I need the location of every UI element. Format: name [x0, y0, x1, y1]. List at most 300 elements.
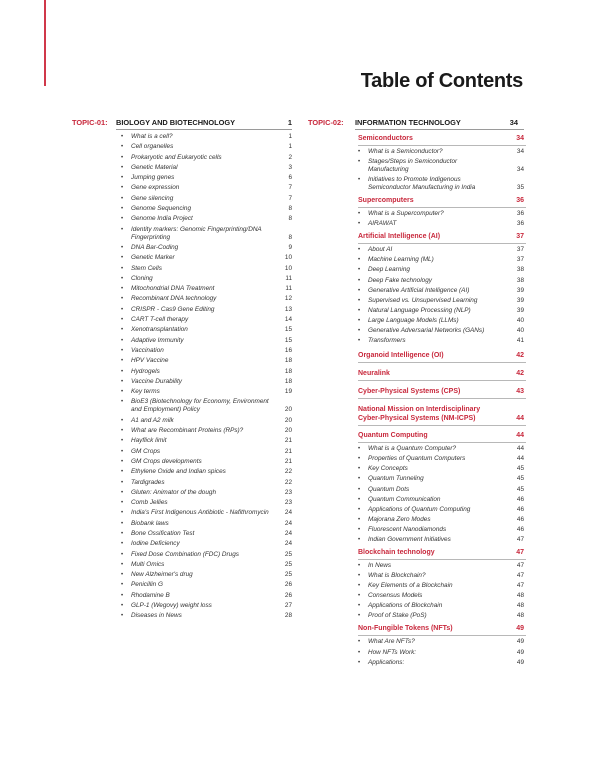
- toc-entry-page: 25: [284, 560, 292, 568]
- bullet-icon: •: [121, 185, 124, 192]
- bullet-icon: •: [121, 551, 124, 558]
- toc-entry[interactable]: [121, 581, 300, 589]
- bullet-icon: •: [121, 572, 124, 579]
- bullet-icon: •: [121, 592, 124, 599]
- toc-entry-title: What is a Supercomputer?: [368, 210, 444, 218]
- bullet-icon: •: [121, 489, 124, 496]
- bullet-icon: •: [358, 659, 361, 666]
- toc-entry-title: Iodine Deficiency: [131, 540, 180, 548]
- toc-entry-title: CRISPR - Cas9 Gene Editing: [131, 305, 215, 313]
- bullet-icon: •: [358, 526, 361, 533]
- toc-entry[interactable]: [121, 479, 300, 487]
- toc-entry-title: HPV Vaccine: [131, 357, 169, 365]
- toc-entry[interactable]: [121, 295, 300, 303]
- toc-entry-page: 8: [288, 205, 292, 213]
- bullet-icon: •: [121, 541, 124, 548]
- toc-entry[interactable]: [358, 337, 526, 345]
- toc-entry-title: GLP-1 (Wegovy) weight loss: [131, 602, 212, 610]
- toc-entry[interactable]: [358, 445, 526, 453]
- toc-entry-page: 45: [516, 485, 524, 493]
- section-title: Artificial Intelligence (AI): [358, 233, 441, 241]
- topic-id: TOPIC-02:: [308, 118, 344, 127]
- toc-entry-title: BioE3 (Biotechnology for Economy, Environment and Employment) Policy: [131, 398, 269, 414]
- toc-entry[interactable]: [121, 388, 300, 396]
- toc-entry-title: Fluorescent Nanodiamonds: [368, 525, 447, 533]
- section-heading[interactable]: [358, 431, 526, 443]
- toc-entry[interactable]: [121, 540, 300, 548]
- toc-entry[interactable]: [121, 427, 300, 435]
- toc-entry[interactable]: [358, 158, 526, 174]
- toc-entry[interactable]: [358, 638, 526, 646]
- section-page-number: 36: [516, 197, 524, 205]
- toc-entry-page: 44: [516, 455, 524, 463]
- section-heading[interactable]: [358, 624, 526, 636]
- bullet-icon: •: [121, 306, 124, 313]
- bullet-icon: •: [121, 286, 124, 293]
- bullet-icon: •: [121, 438, 124, 445]
- bullet-icon: •: [121, 378, 124, 385]
- toc-entry-page: 38: [516, 266, 524, 274]
- bullet-icon: •: [121, 520, 124, 527]
- topic-page-number: 34: [509, 118, 518, 127]
- accent-bar: [44, 0, 46, 86]
- toc-entry-page: 46: [516, 495, 524, 503]
- bullet-icon: •: [121, 613, 124, 620]
- toc-entry-page: 23: [284, 488, 292, 496]
- toc-entry-page: 20: [284, 406, 292, 414]
- toc-entry[interactable]: [358, 562, 526, 570]
- toc-entry-title: Natural Language Processing (NLP): [368, 306, 471, 314]
- bullet-icon: •: [121, 399, 124, 406]
- toc-entry[interactable]: [121, 174, 300, 182]
- toc-entry-title: What is a cell?: [131, 133, 173, 140]
- toc-entry-title: What are Recombinant Proteins (RPs)?: [131, 427, 244, 435]
- section-page-number: 47: [516, 548, 524, 556]
- toc-entry[interactable]: [121, 368, 300, 376]
- bullet-icon: •: [358, 277, 361, 284]
- toc-entry-page: 35: [516, 184, 524, 192]
- toc-entry-page: 34: [516, 148, 524, 155]
- section-page-number: 42: [516, 370, 524, 378]
- section-title: Supercomputers: [358, 197, 414, 205]
- bullet-icon: •: [121, 134, 124, 140]
- bullet-icon: •: [121, 358, 124, 365]
- bullet-icon: •: [358, 456, 361, 463]
- bullet-icon: •: [358, 573, 361, 580]
- toc-entry-title: Applications:: [368, 658, 405, 666]
- toc-entry[interactable]: [121, 285, 300, 293]
- toc-entry[interactable]: [358, 602, 526, 610]
- toc-entry[interactable]: [358, 246, 526, 254]
- toc-entry[interactable]: [358, 455, 526, 463]
- toc-entry-page: 47: [516, 561, 524, 569]
- toc-entry-page: 24: [284, 519, 292, 527]
- toc-entry[interactable]: [121, 347, 300, 355]
- bullet-icon: •: [121, 428, 124, 435]
- toc-entry-page: 9: [288, 243, 292, 251]
- bullet-icon: •: [358, 506, 361, 513]
- toc-entry[interactable]: [121, 306, 300, 314]
- toc-entry-title: Initiatives to Promote Indigenous Semiconductor Manufacturing in India: [368, 176, 476, 192]
- toc-entry-page: 10: [284, 264, 292, 272]
- section-heading[interactable]: [358, 548, 526, 560]
- toc-entry[interactable]: [358, 659, 526, 667]
- bullet-icon: •: [358, 328, 361, 335]
- toc-entry-title: Stages/Steps in Semiconductor Manufacturing: [368, 158, 458, 174]
- topic-id: TOPIC-01:: [72, 118, 108, 127]
- toc-entry-page: 16: [284, 346, 292, 354]
- bullet-icon: •: [358, 516, 361, 523]
- section-page-number: 44: [516, 432, 524, 440]
- toc-entry[interactable]: [121, 254, 300, 262]
- toc-entry-page: 13: [284, 305, 292, 313]
- toc-entry-title: How NFTs Work:: [368, 648, 417, 656]
- bullet-icon: •: [121, 195, 124, 202]
- toc-entry-page: 26: [284, 581, 292, 589]
- toc-entry[interactable]: [121, 530, 300, 538]
- bullet-icon: •: [121, 265, 124, 272]
- bullet-icon: •: [121, 458, 124, 465]
- toc-entry[interactable]: [358, 582, 526, 590]
- toc-entry-title: Recombinant DNA technology: [131, 295, 217, 303]
- toc-entry[interactable]: [121, 133, 300, 141]
- toc-entry[interactable]: [121, 184, 300, 192]
- toc-entry-page: 18: [284, 367, 292, 375]
- toc-entry[interactable]: [121, 561, 300, 569]
- toc-entry[interactable]: [358, 148, 526, 156]
- bullet-icon: •: [121, 500, 124, 507]
- bullet-icon: •: [121, 417, 124, 424]
- toc-entry-title: GM Crops developments: [131, 457, 202, 465]
- toc-entry-title: Identity markers: Genomic Fingerprinting/DNA Fingerprinting: [131, 225, 262, 241]
- bullet-icon: •: [121, 327, 124, 334]
- section-title: Neuralink: [358, 370, 390, 378]
- toc-entry-title: Consensus Models: [368, 592, 423, 600]
- toc-entry[interactable]: [121, 602, 300, 610]
- toc-entry[interactable]: [121, 437, 300, 445]
- toc-entry-title: Mitochondrial DNA Treatment: [131, 285, 215, 293]
- toc-entry-title: Cell organelles: [131, 143, 174, 151]
- toc-entry-title: Key Elements of a Blockchain: [368, 582, 453, 590]
- topic-header[interactable]: [308, 118, 526, 130]
- section-title: Non-Fungible Tokens (NFTs): [358, 625, 453, 633]
- section-heading[interactable]: [358, 196, 526, 208]
- toc-entry-page: 47: [516, 582, 524, 590]
- toc-entry[interactable]: [121, 468, 300, 476]
- bullet-icon: •: [121, 206, 124, 213]
- section-page-number: 44: [516, 415, 524, 423]
- toc-entry-page: 40: [516, 327, 524, 335]
- toc-entry-page: 18: [284, 357, 292, 365]
- topic-column-2: [308, 118, 526, 669]
- bullet-icon: •: [358, 593, 361, 600]
- toc-entry[interactable]: [121, 215, 300, 223]
- toc-entry-title: Jumping genes: [131, 174, 175, 182]
- toc-entry-page: 46: [516, 505, 524, 513]
- toc-entry-page: 47: [516, 572, 524, 580]
- toc-entry[interactable]: [358, 516, 526, 524]
- toc-entry-title: Machine Learning (ML): [368, 256, 434, 264]
- bullet-icon: •: [358, 562, 361, 569]
- toc-entry-page: 36: [516, 210, 524, 218]
- toc-entry[interactable]: [358, 256, 526, 264]
- toc-entry-title: Vaccination: [131, 346, 164, 354]
- bullet-icon: •: [358, 221, 361, 228]
- toc-entry[interactable]: [358, 572, 526, 580]
- toc-entry[interactable]: [121, 398, 300, 414]
- toc-entry-page: 24: [284, 540, 292, 548]
- bullet-icon: •: [121, 337, 124, 344]
- toc-entry-page: 20: [284, 416, 292, 424]
- section-title: Quantum Computing: [358, 432, 428, 440]
- toc-entry-title: Applications of Blockchain: [368, 602, 443, 610]
- toc-entry-page: 8: [288, 233, 292, 241]
- toc-entry[interactable]: [121, 499, 300, 507]
- toc-entry[interactable]: [121, 326, 300, 334]
- toc-entry-title: Gene expression: [131, 184, 180, 192]
- bullet-icon: •: [358, 297, 361, 304]
- toc-entry-title: Key terms: [131, 388, 160, 396]
- toc-entry[interactable]: [121, 154, 300, 162]
- toc-entry-title: A1 and A2 milk: [131, 416, 174, 424]
- section-page-number: 34: [516, 135, 524, 142]
- toc-entry-page: 2: [288, 153, 292, 161]
- toc-entry[interactable]: [121, 265, 300, 273]
- bullet-icon: •: [358, 613, 361, 620]
- section-page-number: 49: [516, 625, 524, 633]
- toc-entry-page: 37: [516, 246, 524, 254]
- divider: [116, 129, 292, 130]
- toc-entry[interactable]: [358, 506, 526, 514]
- toc-entry[interactable]: [358, 465, 526, 473]
- bullet-icon: •: [358, 466, 361, 473]
- page-title: Table of Contents: [360, 70, 523, 92]
- section-heading[interactable]: [358, 134, 526, 146]
- toc-entry[interactable]: [121, 195, 300, 203]
- toc-entry-page: 49: [516, 648, 524, 656]
- bullet-icon: •: [121, 368, 124, 375]
- bullet-icon: •: [358, 211, 361, 218]
- toc-entry[interactable]: [121, 205, 300, 213]
- toc-entry[interactable]: [121, 226, 300, 242]
- toc-entry-title: Genome India Project: [131, 215, 193, 223]
- toc-entry[interactable]: [358, 475, 526, 483]
- toc-entry-page: 19: [284, 388, 292, 396]
- section-title: Semiconductors: [358, 135, 413, 142]
- toc-entry-page: 48: [516, 592, 524, 600]
- section-title: Cyber-Physical Systems (CPS): [358, 388, 461, 396]
- bullet-icon: •: [358, 583, 361, 590]
- toc-entry-title: CART T-cell therapy: [131, 316, 189, 324]
- toc-entry-title: Generative Adversarial Networks (GANs): [368, 327, 485, 335]
- toc-entry[interactable]: [121, 378, 300, 386]
- bullet-icon: •: [121, 469, 124, 476]
- toc-entry-title: Large Language Models (LLMs): [368, 316, 459, 324]
- toc-entry-title: About AI: [368, 246, 393, 254]
- toc-entry-title: Genetic Marker: [131, 254, 175, 262]
- toc-entry-page: 15: [284, 336, 292, 344]
- bullet-icon: •: [121, 275, 124, 282]
- bullet-icon: •: [121, 389, 124, 396]
- toc-entry-title: Vaccine Durability: [131, 377, 182, 385]
- bullet-icon: •: [121, 530, 124, 537]
- toc-entry[interactable]: [121, 520, 300, 528]
- toc-entry-page: 24: [284, 509, 292, 517]
- toc-entry-page: 11: [285, 285, 292, 293]
- toc-entry-title: What Are NFTs?: [368, 638, 415, 646]
- toc-entry-page: 45: [516, 475, 524, 483]
- toc-entry[interactable]: [358, 612, 526, 620]
- toc-entry-title: India's First Indigenous Antibiotic - Nafithromycin: [131, 509, 269, 517]
- bullet-icon: •: [358, 536, 361, 543]
- bullet-icon: •: [121, 144, 124, 151]
- toc-entry-title: Diseases in News: [131, 612, 182, 620]
- bullet-icon: •: [358, 177, 361, 184]
- toc-entry-page: 8: [288, 215, 292, 223]
- bullet-icon: •: [358, 649, 361, 656]
- toc-entry-title: Genetic Material: [131, 163, 178, 171]
- toc-entry-page: 39: [516, 306, 524, 314]
- section-heading[interactable]: [358, 405, 526, 426]
- toc-entry[interactable]: [121, 143, 300, 151]
- toc-entry-title: Quantum Tunneling: [368, 475, 424, 483]
- toc-entry[interactable]: [121, 509, 300, 517]
- toc-list: [121, 133, 300, 620]
- section-heading[interactable]: [358, 369, 526, 381]
- toc-entry[interactable]: [358, 486, 526, 494]
- toc-entry[interactable]: [121, 489, 300, 497]
- toc-entry-title: Properties of Quantum Computers: [368, 455, 466, 463]
- toc-entry[interactable]: [121, 316, 300, 324]
- toc-entry-title: Tardigrades: [131, 478, 165, 486]
- section-page-number: 43: [516, 388, 524, 396]
- bullet-icon: •: [121, 561, 124, 568]
- toc-entry-page: 34: [516, 166, 524, 174]
- toc-entry[interactable]: [358, 210, 526, 218]
- toc-entry[interactable]: [121, 244, 300, 252]
- toc-entry[interactable]: [121, 592, 300, 600]
- toc-entry[interactable]: [358, 536, 526, 544]
- bullet-icon: •: [121, 317, 124, 324]
- bullet-icon: •: [358, 317, 361, 324]
- toc-entry[interactable]: [358, 317, 526, 325]
- toc-entry-title: Applications of Quantum Computing: [368, 505, 471, 513]
- toc-entry-page: 47: [516, 535, 524, 543]
- toc-entry-title: New Alzheimer's drug: [131, 571, 193, 579]
- bullet-icon: •: [358, 639, 361, 646]
- bullet-icon: •: [121, 448, 124, 455]
- bullet-icon: •: [358, 338, 361, 345]
- toc-entry[interactable]: [121, 164, 300, 172]
- section-heading[interactable]: [358, 232, 526, 244]
- toc-entry-page: 40: [516, 316, 524, 324]
- toc-entry[interactable]: [121, 417, 300, 425]
- toc-entry-page: 39: [516, 296, 524, 304]
- toc-entry[interactable]: [121, 357, 300, 365]
- toc-entry-page: 21: [284, 457, 292, 465]
- toc-entry[interactable]: [358, 327, 526, 335]
- section-title: Blockchain technology: [358, 548, 435, 556]
- toc-entry[interactable]: [121, 571, 300, 579]
- bullet-icon: •: [121, 582, 124, 589]
- toc-entry-title: Majorana Zero Modes: [368, 515, 431, 523]
- toc-entry-page: 38: [516, 276, 524, 284]
- toc-entry-title: Penicillin G: [131, 581, 163, 589]
- bullet-icon: •: [121, 255, 124, 262]
- bullet-icon: •: [121, 226, 124, 233]
- section-heading[interactable]: [358, 387, 526, 399]
- toc-entry-page: 41: [516, 337, 524, 345]
- section-page-number: 42: [516, 352, 524, 360]
- toc-entry-page: 1: [288, 133, 292, 140]
- toc-entry-title: Key Concepts: [368, 465, 408, 473]
- toc-entry-title: Biobank laws: [131, 519, 169, 527]
- toc-entry-page: 1: [288, 143, 292, 151]
- toc-entry-page: 49: [516, 638, 524, 646]
- toc-entry-title: Supervised vs. Unsupervised Learning: [368, 296, 478, 304]
- bullet-icon: •: [358, 257, 361, 264]
- toc-entry[interactable]: [358, 649, 526, 657]
- toc-entry-page: 22: [284, 468, 292, 476]
- toc-entry[interactable]: [358, 277, 526, 285]
- toc-entry[interactable]: [358, 592, 526, 600]
- toc-entry-title: Indian Government Initiatives: [368, 535, 451, 543]
- section-heading[interactable]: [358, 351, 526, 363]
- topic-page-number: 1: [287, 118, 292, 127]
- toc-entry[interactable]: [121, 337, 300, 345]
- toc-entry-title: Gluten: Animator of the dough: [131, 488, 217, 496]
- section-page-number: 37: [516, 233, 524, 241]
- toc-entry-title: Fixed Dose Combination (FDC) Drugs: [131, 550, 239, 558]
- toc-entry-page: 46: [516, 525, 524, 533]
- toc-entry-page: 22: [284, 478, 292, 486]
- topic-name: INFORMATION TECHNOLOGY: [355, 118, 461, 127]
- toc-entry[interactable]: [358, 307, 526, 315]
- bullet-icon: •: [358, 307, 361, 314]
- toc-entry-page: 46: [516, 515, 524, 523]
- toc-entry[interactable]: [358, 297, 526, 305]
- toc-entry[interactable]: [121, 275, 300, 283]
- bullet-icon: •: [358, 287, 361, 294]
- toc-entry[interactable]: [121, 612, 300, 620]
- topic-name: BIOLOGY AND BIOTECHNOLOGY: [116, 118, 236, 127]
- toc-entry-page: 45: [516, 465, 524, 473]
- toc-entry-page: 25: [284, 571, 292, 579]
- toc-entry-page: 24: [284, 529, 292, 537]
- toc-entry[interactable]: [121, 448, 300, 456]
- toc-entry-page: 37: [516, 256, 524, 264]
- toc-entry[interactable]: [121, 458, 300, 466]
- toc-entry-page: 7: [288, 184, 292, 192]
- toc-entry-title: Gene silencing: [131, 194, 174, 202]
- toc-entry[interactable]: [358, 287, 526, 295]
- toc-entry[interactable]: [358, 526, 526, 534]
- toc-entry-title: Adaptive Immunity: [131, 336, 184, 344]
- toc-entry[interactable]: [358, 496, 526, 504]
- toc-entry-page: 36: [516, 220, 524, 228]
- toc-entry[interactable]: [358, 266, 526, 274]
- topic-header[interactable]: [72, 118, 300, 130]
- toc-entry-page: 21: [284, 437, 292, 445]
- toc-entry[interactable]: [358, 176, 526, 192]
- toc-entry[interactable]: [121, 551, 300, 559]
- toc-entry-page: 49: [516, 658, 524, 666]
- toc-entry[interactable]: [358, 220, 526, 228]
- bullet-icon: •: [121, 347, 124, 354]
- toc-entry-page: 12: [284, 295, 292, 303]
- toc-entry-title: Multi Omics: [131, 560, 165, 568]
- toc-entry-page: 48: [516, 612, 524, 620]
